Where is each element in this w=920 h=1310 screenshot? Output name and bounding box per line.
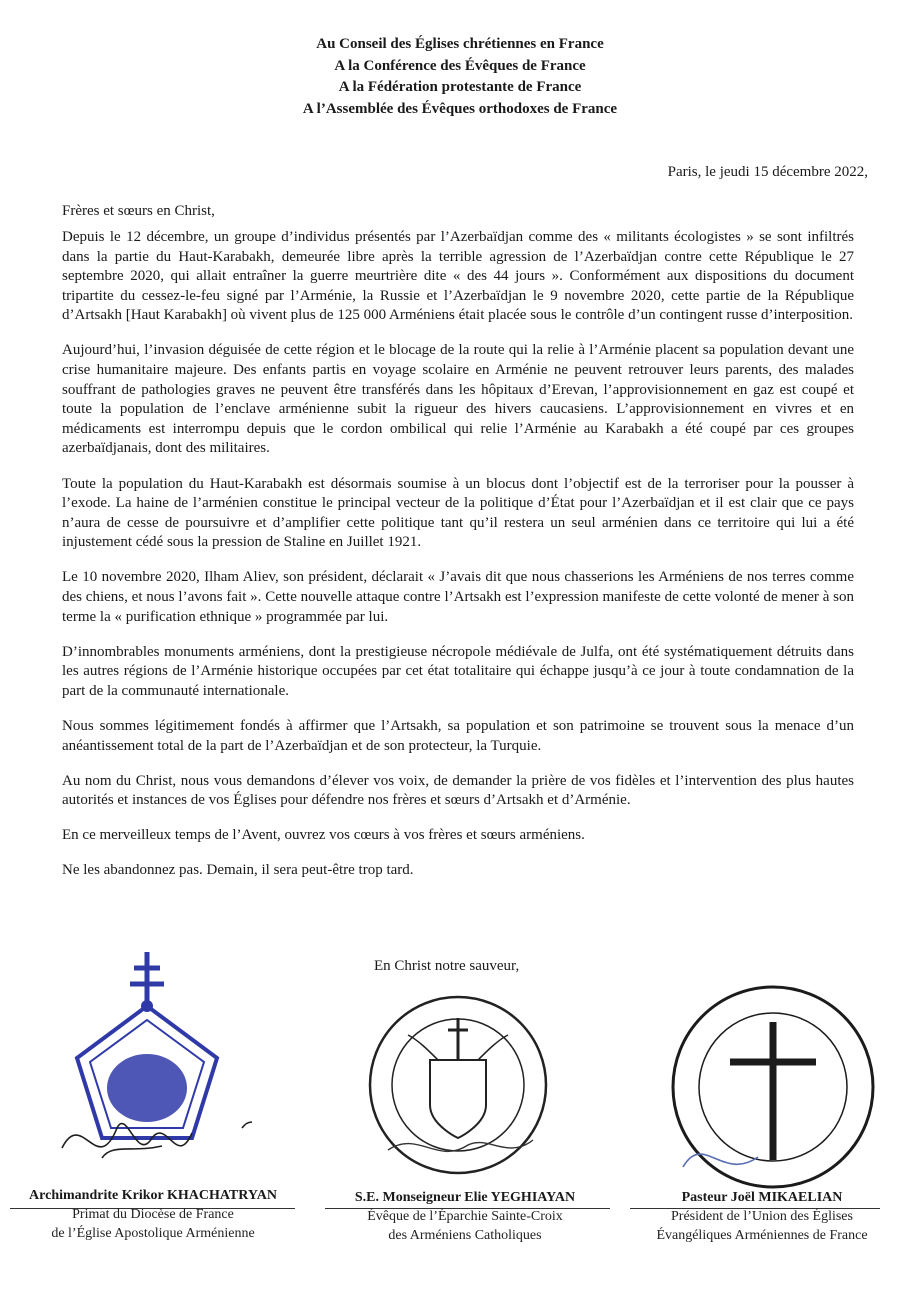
addressee-line: A la Fédération protestante de France	[338, 79, 582, 95]
addressee-line: A l’Assemblée des Évêques orthodoxes de France	[302, 100, 618, 117]
signatory-mikaelian	[632, 1188, 892, 1245]
addressee-line: Au Conseil des Églises chrétiennes en France	[316, 36, 604, 52]
paragraph: Aujourd’hui, l’invasion déguisée de cette région et le blocage de la route qui la relie à l’Arménie placent sa population devant une crise humanitaire majeure. Des enfants partis en voyage scolaire en Arménie ne peuvent retrouver leurs parents, des malades souffrant de pathologies graves ne peuvent être transférés dans les hôpitaux d’Erevan, l’approvisionnement en gaz est coupé et toute la population de l’enclave arménienne subit la rigueur des hivers caucasiens. L’approvisionnement en vivres et en médicaments est interrompu depuis que le cordon ombilical qui relie l’Arménie au Karabakh a été coupé par ces groupes azerbaïdjanais, dont des militaires.	[62, 342, 854, 457]
diocese-seal	[42, 948, 252, 1178]
signatory-name: S.E. Monseigneur Elie YEGHIAYAN	[354, 1190, 576, 1205]
signatory-title: Évêque de l’Éparchie Sainte-Croix	[367, 1209, 563, 1224]
eparchy-seal	[358, 990, 558, 1180]
paragraph: Depuis le 12 décembre, un groupe d’individus présentés par l’Azerbaïdjan comme des « militants écologistes » se sont infiltrés dans la partie du Haut-Karabakh, demeurée libre après la terrible agression de l’Azerbaïdjan contre cette République le 27 septembre 2020, qui allait entraîner la guerre meurtrière dite « des 44 jours ». Conformément aux dispositions du document tripartite du cessez-le-feu signé par l’Arménie, la Russie et l’Azerbaïdjan le 9 novembre 2020, cette partie de la République d’Artsakh [Haut Karabakh] où vivent plus de 125 000 Arméniens était placée sous le contrôle d’un contingent russe d’interposition.	[62, 229, 854, 324]
paragraph: Nous sommes légitimement fondés à affirmer que l’Artsakh, sa population et son patrimoine se trouvent sous la menace d’un anéantissement total de la part de l’Azerbaïdjan et de son protecteur, la Turquie.	[62, 717, 854, 754]
paragraph: Toute la population du Haut-Karabakh est désormais soumise à un blocus dont l’objectif est de la terroriser pour la pousser à l’exode. La haine de l’arménien constitue le principal vecteur de la politique d’État pour l’Azerbaïdjan et il est clair que ce pays n’aura de cesse de poursuivre et d’amplifier cette politique tant qu’il restera un seul arménien dans ce territoire qui lui a été injustement cédé sous la pression de Staline en Juillet 1921.	[62, 475, 854, 551]
signatory-title: des Arméniens Catholiques	[388, 1228, 542, 1243]
signatory-name: Pasteur Joël MIKAELIAN	[681, 1190, 843, 1205]
signatory-title: Évangéliques Arméniennes de France	[656, 1228, 868, 1243]
signatory-name: Archimandrite Krikor KHACHATRYAN	[29, 1188, 277, 1203]
letter-date: Paris, le jeudi 15 décembre 2022,	[667, 164, 868, 180]
addressee-block	[230, 34, 690, 120]
paragraph: Le 10 novembre 2020, Ilham Aliev, son président, déclarait « J’avais dit que nous chasserions les Arméniens de nos terres comme des chiens, et nous l’avons fait ». Cette nouvelle attaque contre l’Artsakh est l’expression manifeste de cette volonté de mener à son terme la « purification ethnique » programmée par lui.	[62, 569, 854, 625]
signatory-title: de l’Église Apostolique Arménienne	[51, 1226, 255, 1241]
signatory-title: Président de l’Union des Églises	[671, 1209, 853, 1224]
paragraph: Au nom du Christ, nous vous demandons d’élever vos voix, de demander la prière de vos fidèles et l’intervention des plus hautes autorités et instances de vos Églises pour défendre nos frères et sœurs d’Artsakh et d’Arménie.	[62, 772, 854, 809]
closing-line: En Christ notre sauveur,	[374, 958, 520, 974]
signatory-yeghiayan	[320, 1188, 610, 1245]
paragraph: En ce merveilleux temps de l’Avent, ouvrez vos cœurs à vos frères et sœurs arméniens.	[62, 827, 585, 844]
evangelical-union-seal	[668, 982, 878, 1192]
letter-body	[62, 228, 854, 897]
greeting: Frères et sœurs en Christ,	[62, 203, 215, 219]
signatory-khachatryan	[8, 1186, 298, 1243]
paragraph: Ne les abandonnez pas. Demain, il sera peut-être trop tard.	[62, 862, 414, 879]
signatory-title: Primat du Diocèse de France	[72, 1207, 234, 1222]
addressee-line: A la Conférence des Évêques de France	[334, 57, 586, 74]
paragraph: D’innombrables monuments arméniens, dont la prestigieuse nécropole médiévale de Julfa, ont été systématiquement détruits dans les autres régions de l’Arménie historique occupées par cet état totalitaire qui échappe jusqu’à ce jour à toute condamnation de la part de la communauté internationale.	[62, 643, 854, 699]
